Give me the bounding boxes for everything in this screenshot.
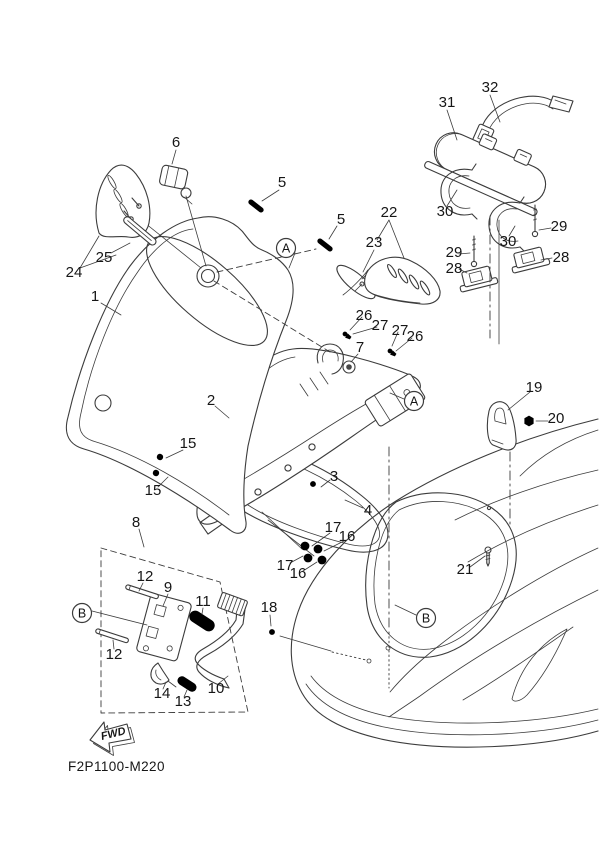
part-label-27: 27	[391, 322, 409, 339]
part-label-22: 22	[380, 204, 398, 221]
part-label-10: 10	[207, 680, 225, 697]
part-20-nut	[524, 416, 533, 427]
part-label-3: 3	[329, 468, 339, 485]
part-label-17: 17	[276, 557, 294, 574]
part-label-20: 20	[547, 410, 565, 427]
part-label-17: 17	[324, 519, 342, 536]
part-label-7: 7	[355, 339, 365, 356]
part-8-assembly	[95, 548, 248, 713]
part-label-16: 16	[289, 565, 307, 582]
part-label-32: 32	[481, 79, 499, 96]
part-26-27-clips	[341, 331, 397, 358]
part-label-11: 11	[195, 593, 211, 610]
svg-text:B: B	[77, 606, 87, 621]
part-label-25: 25	[95, 249, 113, 266]
part-label-30: 30	[499, 233, 517, 250]
part-24-25-bracket	[96, 165, 157, 246]
part-label-14: 14	[153, 685, 171, 702]
svg-text:B: B	[421, 611, 431, 626]
fwd-arrow-label: FWD	[99, 725, 127, 743]
part-label-13: 13	[174, 693, 192, 710]
part-label-26: 26	[355, 307, 373, 324]
part-label-30: 30	[436, 203, 454, 220]
diagram-part-code: F2P1100-M220	[68, 759, 165, 774]
part-label-5: 5	[277, 174, 287, 191]
part-label-8: 8	[131, 514, 141, 531]
part-label-2: 2	[206, 392, 216, 409]
part-label-9: 9	[163, 579, 173, 596]
part-label-31: 31	[438, 94, 456, 111]
part-label-6: 6	[171, 134, 181, 151]
part-label-29: 29	[550, 218, 568, 235]
part-19-bracket	[487, 402, 516, 528]
ref-marker-b	[73, 604, 92, 623]
part-22-23-cover	[332, 257, 440, 304]
part-label-5: 5	[336, 211, 346, 228]
part-label-18: 18	[260, 599, 278, 616]
part-label-21: 21	[456, 561, 474, 578]
part-6-latch	[159, 165, 192, 204]
part-label-19: 19	[525, 379, 543, 396]
part-label-29: 29	[445, 244, 463, 261]
part-label-15: 15	[144, 482, 162, 499]
svg-text:A: A	[281, 241, 291, 256]
part-label-15: 15	[179, 435, 197, 452]
part-label-26: 26	[406, 328, 424, 345]
ref-marker-a	[405, 392, 424, 411]
part-label-28: 28	[552, 249, 570, 266]
part-label-4: 4	[363, 502, 373, 519]
svg-text:A: A	[409, 394, 419, 409]
part-label-1: 1	[90, 288, 100, 305]
part-label-23: 23	[365, 234, 383, 251]
part-18-screw	[268, 628, 331, 651]
part-label-27: 27	[371, 317, 389, 334]
part-label-28: 28	[445, 260, 463, 277]
ref-marker-a	[277, 239, 296, 258]
part-label-12: 12	[136, 568, 154, 585]
part-label-12: 12	[105, 646, 123, 663]
part-label-24: 24	[65, 264, 83, 281]
ref-marker-b	[417, 609, 436, 628]
part-label-16: 16	[338, 528, 356, 545]
